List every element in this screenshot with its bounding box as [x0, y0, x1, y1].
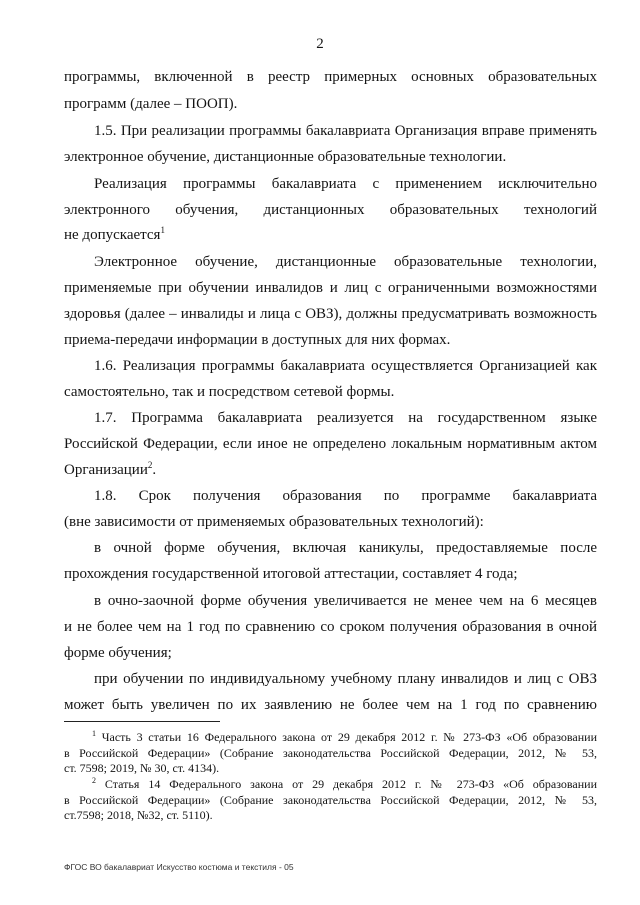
footnote-ref: 2: [147, 460, 153, 470]
footnote-number: 1: [92, 729, 96, 738]
text-line: применяемые при обучении инвалидов и лиц с ограниченными возможностями: [64, 280, 597, 296]
text-line: форме обучения;: [64, 645, 172, 661]
page-number: 2: [316, 36, 324, 52]
footnote-line: ст.7598; 2018, №32, ст. 5110).: [64, 808, 213, 822]
text-line: и не более чем на 1 год по сравнению со сроком получения образования в очной: [64, 619, 597, 635]
footnote-line: $^1$ Часть 3 статьи 16 Федерального закона от 29 декабря 2012 г. № 273-ФЗ «Об образовании: [92, 729, 598, 744]
footnote-ref: 1: [160, 225, 165, 235]
footnote-number: 2: [92, 776, 96, 785]
footnote-line: в Российской Федерации» (Собрание законодательства Российской Федерации, 2012, № 53,: [64, 793, 597, 807]
text-line: самостоятельно, так и посредством сетевой формы.: [64, 384, 395, 400]
text-line: электронного обучения, дистанционных образовательных технологий: [64, 202, 597, 218]
text-line: прохождения государственной итоговой аттестации, составляет 4 года;: [64, 566, 518, 582]
text-line: Российской Федерации, если иное не определено локальным нормативным актом: [64, 436, 597, 452]
text-line: в очно-заочной форме обучения увеличивается не менее чем на 6 месяцев: [94, 593, 597, 609]
footnote-line: в Российской Федерации» (Собрание законодательства Российской Федерации, 2012, № 53,: [64, 746, 597, 760]
text-line: может быть увеличен по их заявлению не более чем на 1 год по сравнению: [64, 697, 597, 713]
text-line: не допускается$^1$: [64, 225, 165, 243]
text-line: (вне зависимости от применяемых образовательных технологий):: [64, 514, 484, 530]
text-line: в очной форме обучения, включая каникулы, предоставляемые после: [94, 540, 597, 556]
text-line: программы, включенной в реестр примерных основных образовательных: [64, 69, 597, 85]
text-line: здоровья (далее – инвалиды и лица с ОВЗ), должны предусматривать возможность: [64, 306, 597, 322]
footnote-separator: [64, 721, 220, 722]
text-line: Организации$^2$.: [64, 460, 157, 478]
page-footer: ФГОС ВО бакалавриат Искусство костюма и текстиля - 05: [64, 862, 294, 872]
text-line: 1.5. При реализации программы бакалавриата Организация вправе применять: [94, 123, 597, 139]
footnote-line: ст. 7598; 2019, № 30, ст. 4134).: [64, 761, 220, 775]
text-line: программ (далее – ПООП).: [64, 96, 238, 112]
text-line: Электронное обучение, дистанционные образовательные технологии,: [94, 254, 597, 270]
text-line: 1.7. Программа бакалавриата реализуется на государственном языке: [94, 410, 597, 426]
text-line: при обучении по индивидуальному учебному плану инвалидов и лиц с ОВЗ: [94, 671, 597, 687]
text-line: 1.8. Срок получения образования по программе бакалавриата: [94, 488, 597, 504]
text-line: Реализация программы бакалавриата с применением исключительно: [94, 176, 597, 192]
text-line: 1.6. Реализация программы бакалавриата осуществляется Организацией как: [94, 358, 597, 374]
text-line: приема-передачи информации в доступных для них формах.: [64, 332, 451, 348]
footnote-line: $^2$ Статья 14 Федерального закона от 29 декабря 2012 г. № 273-ФЗ «Об образовании: [92, 776, 597, 791]
text-line: электронное обучение, дистанционные образовательные технологии.: [64, 149, 507, 165]
